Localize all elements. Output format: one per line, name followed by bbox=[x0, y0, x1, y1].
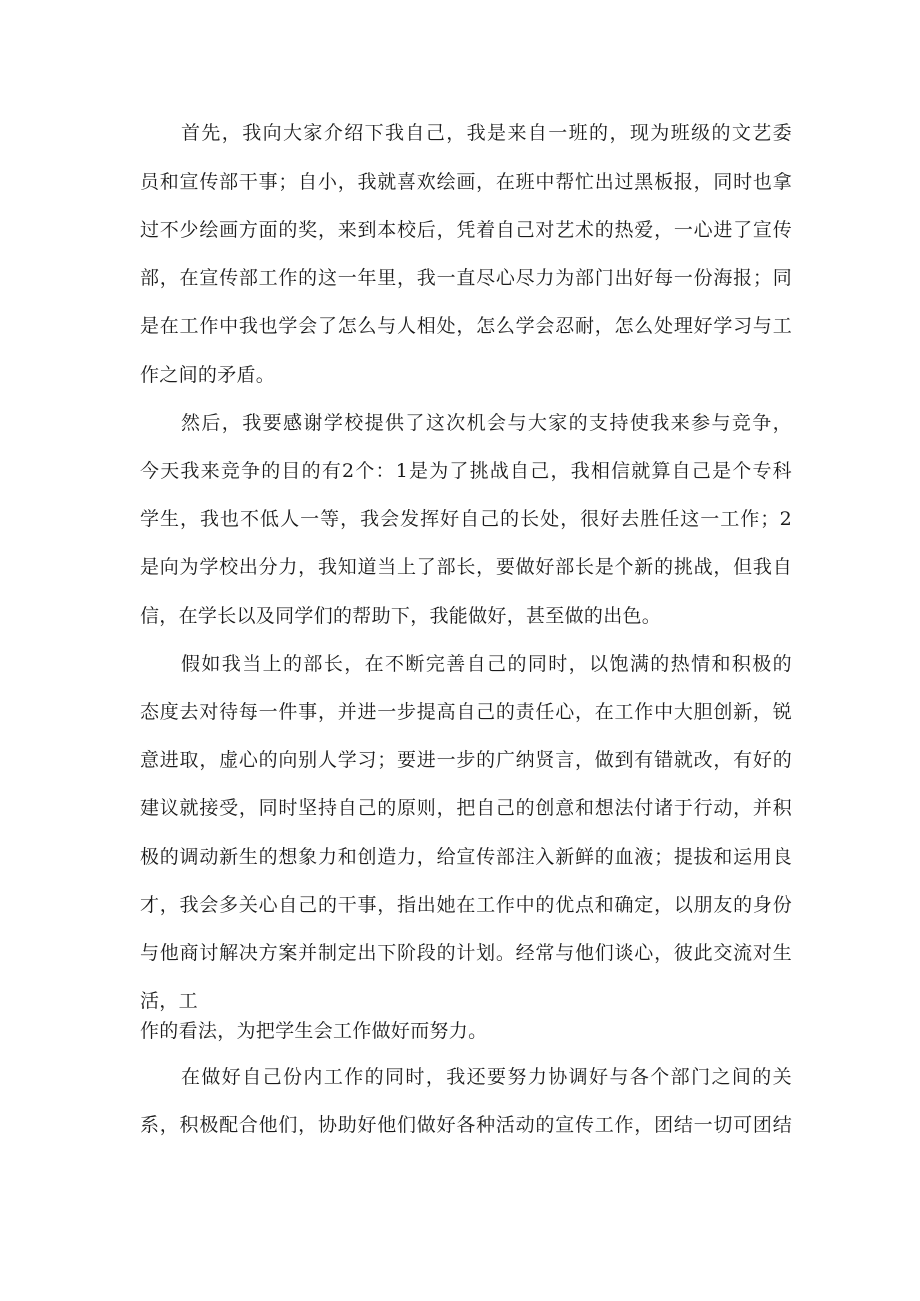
paragraph-3-line-6: 才，我会多关心自己的干事，指出她在工作中的优点和确定，以朋友的身份 bbox=[140, 894, 792, 916]
paragraph-2-line-2: 今天我来竞争的目的有2个：1是为了挑战自己，我相信就算自己是个专科 bbox=[140, 460, 792, 482]
paragraph-3-line-5: 极的调动新生的想象力和创造力，给宣传部注入新鲜的血液；提拔和运用良 bbox=[140, 846, 792, 868]
paragraph-3-line-1: 假如我当上的部长，在不断完善自己的同时，以饱满的热情和积极的 bbox=[181, 653, 792, 675]
paragraph-2-line-4: 是向为学校出分力，我知道当上了部长，要做好部长是个新的挑战，但我自 bbox=[140, 556, 792, 578]
paragraph-3-line-4: 建议就接受，同时坚持自己的原则，把自己的创意和想法付诸于行动，并积 bbox=[140, 797, 792, 819]
paragraph-1-line-5: 是在工作中我也学会了怎么与人相处，怎么学会忍耐，怎么处理好学习与工 bbox=[140, 315, 792, 337]
paragraph-1-line-1: 首先，我向大家介绍下我自己，我是来自一班的，现为班级的文艺委 bbox=[181, 122, 792, 144]
paragraph-2-line-5: 信，在学长以及同学们的帮助下，我能做好，甚至做的出色。 bbox=[140, 605, 662, 627]
paragraph-3-line-2: 态度去对待每一件事，并进一步提高自己的责任心，在工作中大胆创新，锐 bbox=[140, 701, 792, 723]
paragraph-4-line-1: 在做好自己份内工作的同时，我还要努力协调好与各个部门之间的关 bbox=[181, 1066, 792, 1088]
paragraph-1-line-6: 作之间的矛盾。 bbox=[140, 364, 276, 386]
paragraph-1-line-3: 过不少绘画方面的奖，来到本校后，凭着自己对艺术的热爱，一心进了宣传 bbox=[140, 219, 792, 241]
paragraph-2-line-1: 然后，我要感谢学校提供了这次机会与大家的支持使我来参与竞争， bbox=[181, 412, 792, 434]
paragraph-2-line-3: 学生，我也不低人一等，我会发挥好自己的长处，很好去胜任这一工作；2 bbox=[140, 508, 792, 530]
paragraph-3-line-8: 活，工 bbox=[140, 990, 198, 1012]
paragraph-1-line-2: 员和宣传部干事；自小，我就喜欢绘画，在班中帮忙出过黑板报，同时也拿 bbox=[140, 171, 792, 193]
paragraph-3-line-7: 与他商讨解决方案并制定出下阶段的计划。经常与他们谈心，彼此交流对生 bbox=[140, 942, 792, 964]
paragraph-1-line-4: 部，在宣传部工作的这一年里，我一直尽心尽力为部门出好每一份海报；同 bbox=[140, 267, 792, 289]
paragraph-4-line-2: 系，积极配合他们，协助好他们做好各种活动的宣传工作，团结一切可团结 bbox=[140, 1114, 792, 1136]
paragraph-3-line-9: 作的看法，为把学生会工作做好而努力。 bbox=[140, 1020, 488, 1042]
paragraph-3-line-3: 意进取，虚心的向别人学习；要进一步的广纳贤言，做到有错就改，有好的 bbox=[140, 749, 792, 771]
